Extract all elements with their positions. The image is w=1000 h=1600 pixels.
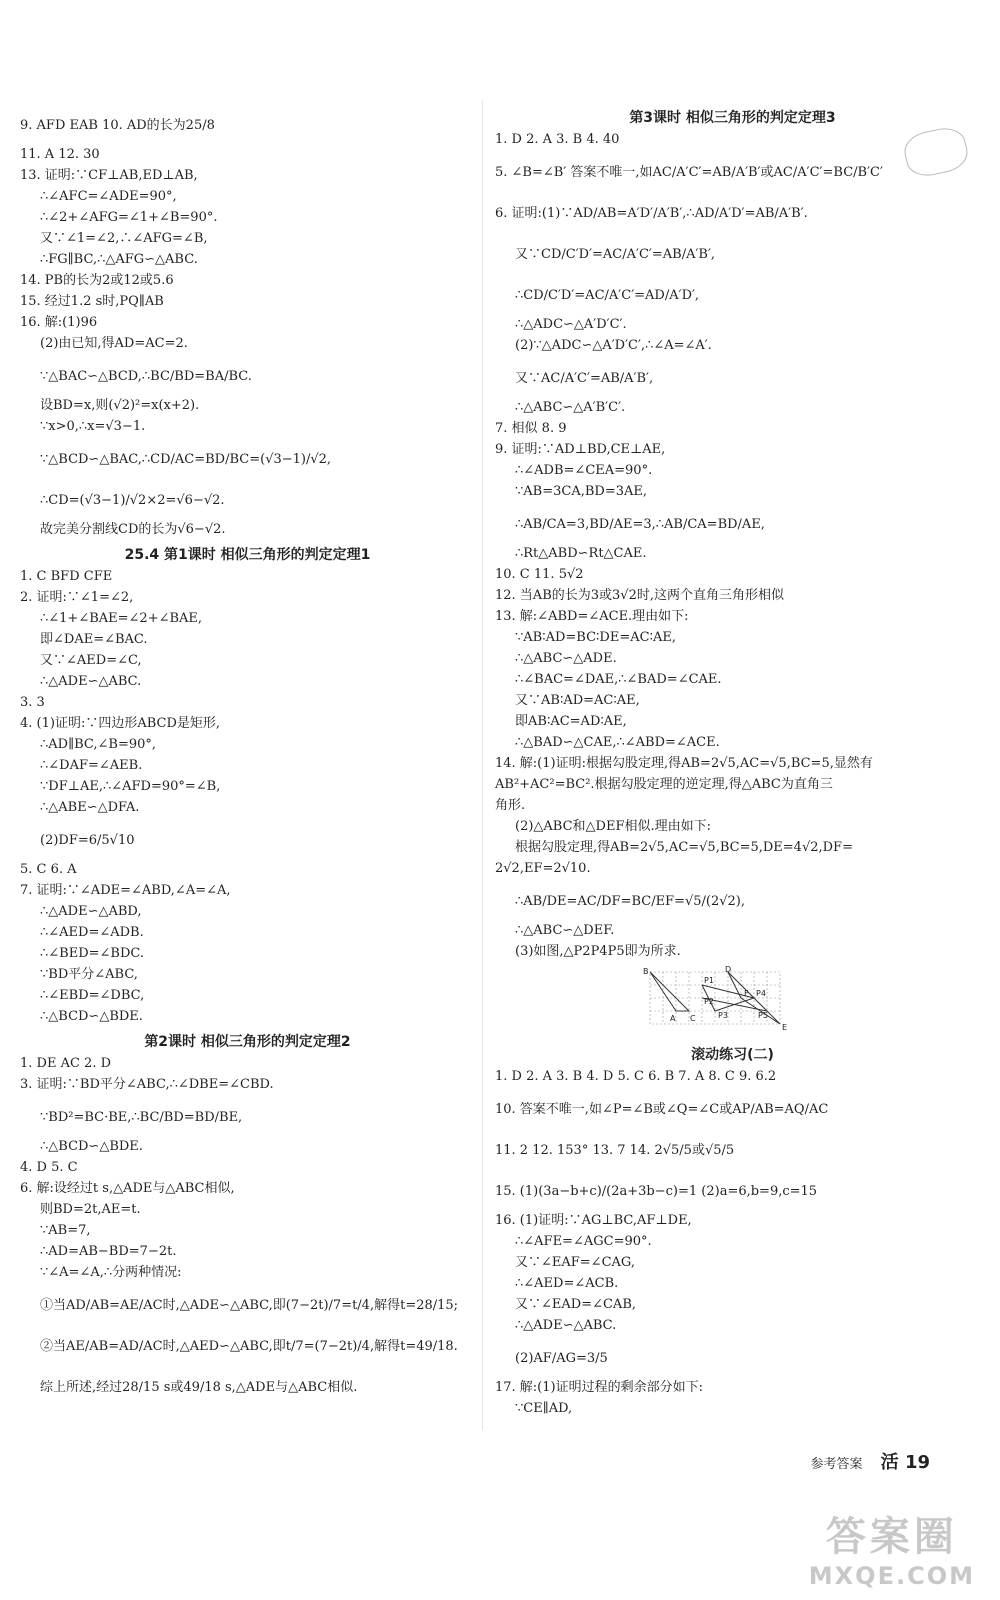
answer-line: 15. (1)(3a−b+c)/(2a+3b−c)=1 (2)a=6,b=9,c=15 bbox=[495, 1184, 818, 1199]
answer-line: 又∵∠AED=∠C, bbox=[40, 653, 142, 668]
answer-line: 4. (1)证明:∵四边形ABCD是矩形, bbox=[20, 716, 221, 731]
answer-line: AB²+AC²=BC².根据勾股定理的逆定理,得△ABC为直角三 bbox=[495, 777, 833, 792]
answer-line: ∴AB/DE=AC/DF=BC/EF=√5/(2√2), bbox=[515, 894, 746, 909]
answer-line: (2)△ABC和△DEF相似.理由如下: bbox=[515, 819, 711, 834]
answer-line: 7. 相似 8. 9 bbox=[495, 421, 567, 436]
figure-label: A bbox=[670, 1014, 676, 1023]
answer-line: 综上所述,经过28/15 s或49/18 s,△ADE与△ABC相似. bbox=[40, 1380, 358, 1395]
figure-label: P1 bbox=[704, 976, 714, 985]
section-heading: 25.4 第1课时 相似三角形的判定定理1 bbox=[124, 547, 371, 563]
answer-line: ∵BD平分∠ABC, bbox=[40, 967, 138, 982]
grid-figure bbox=[640, 966, 790, 1032]
page-footer bbox=[811, 1448, 930, 1474]
answer-line: ∴∠BAC=∠DAE,∴∠BAD=∠CAE. bbox=[515, 672, 722, 687]
watermark bbox=[809, 1505, 975, 1590]
answer-line: ∴CD=(√3−1)/√2×2=√6−√2. bbox=[40, 493, 225, 508]
answer-line: ∴AB/CA=3,BD/AE=3,∴AB/CA=BD/AE, bbox=[515, 517, 765, 532]
answer-line: 则BD=2t,AE=t. bbox=[40, 1202, 141, 1217]
figure-label: F bbox=[744, 989, 749, 998]
answer-line: ∴∠DAF=∠AEB. bbox=[40, 758, 143, 773]
answer-line: ∵△BAC∽△BCD,∴BC/BD=BA/BC. bbox=[40, 369, 252, 384]
answer-line: (2)AF/AG=3/5 bbox=[515, 1351, 608, 1366]
answer-line: 14. PB的长为2或12或5.6 bbox=[20, 273, 174, 288]
answer-line: 17. 解:(1)证明过程的剩余部分如下: bbox=[495, 1380, 703, 1395]
answer-line: ②当AE/AB=AD/AC时,△AED∽△ABC,即t/7=(7−2t)/4,解得t=49/18. bbox=[40, 1339, 458, 1354]
answer-line: ∴△BCD∽△BDE. bbox=[40, 1009, 143, 1024]
answer-line: 设BD=x,则(√2)²=x(x+2). bbox=[40, 398, 200, 413]
answer-line: ∵AB=3CA,BD=3AE, bbox=[515, 484, 647, 499]
answer-line: ∴∠AED=∠ACB. bbox=[515, 1276, 619, 1291]
figure-label: P2 bbox=[704, 997, 714, 1006]
answer-line: ∵△BCD∽△BAC,∴CD/AC=BD/BC=(√3−1)/√2, bbox=[40, 452, 332, 467]
answer-line: ∴AD∥BC,∠B=90°, bbox=[40, 737, 157, 752]
answer-line: ∵AB=7, bbox=[40, 1223, 91, 1238]
answer-line: 4. D 5. C bbox=[20, 1160, 78, 1175]
answer-line: 16. (1)证明:∵AG⊥BC,AF⊥DE, bbox=[495, 1213, 692, 1228]
answer-line: 又∵AC/A′C′=AB/A′B′, bbox=[515, 371, 654, 386]
answer-line: ∴△ADC∽△A′D′C′. bbox=[515, 317, 627, 332]
answer-line: ∴△ADE∽△ABC. bbox=[40, 674, 142, 689]
footer-label: 参考答案 bbox=[810, 1457, 863, 1472]
answer-line: 6. 证明:(1)∵AD/AB=A′D′/A′B′,∴AD/A′D′=AB/A′B′. bbox=[495, 206, 808, 221]
answer-line: ∵BD²=BC·BE,∴BC/BD=BD/BE, bbox=[40, 1110, 243, 1125]
answer-line: 15. 经过1.2 s时,PQ∥AB bbox=[20, 294, 164, 309]
answer-line: 9. 证明:∵AD⊥BD,CE⊥AE, bbox=[495, 442, 666, 457]
answer-line: ∴FG∥BC,∴△AFG∽△ABC. bbox=[40, 252, 198, 267]
figure-label: P5 bbox=[758, 1011, 768, 1020]
answer-line: ∴∠AFC=∠ADE=90°, bbox=[40, 189, 177, 204]
answer-line: (2)由已知,得AD=AC=2. bbox=[40, 336, 188, 351]
answer-line: ∴Rt△ABD∽Rt△CAE. bbox=[515, 546, 647, 561]
answer-line: ①当AD/AB=AE/AC时,△ADE∽△ABC,即(7−2t)/7=t/4,解得t=28/15; bbox=[40, 1298, 459, 1313]
answer-line: ∴AD=AB−BD=7−2t. bbox=[40, 1244, 177, 1259]
answer-line: 2. 证明:∵∠1=∠2, bbox=[20, 590, 134, 605]
answer-line: 2√2,EF=2√10. bbox=[495, 861, 591, 876]
column-divider bbox=[482, 100, 483, 1430]
answer-line: 1. C BFD CFE bbox=[20, 569, 113, 584]
answer-line: 11. A 12. 30 bbox=[20, 147, 100, 162]
answer-line: 又∵CD/C′D′=AC/A′C′=AB/A′B′, bbox=[515, 247, 716, 262]
answer-line: ∴△ABC∽△A′B′C′. bbox=[515, 400, 626, 415]
answer-line: 13. 解:∠ABD=∠ACE.理由如下: bbox=[495, 609, 689, 624]
answer-line: ∵x>0,∴x=√3−1. bbox=[40, 419, 146, 434]
answer-line: 13. 证明:∵CF⊥AB,ED⊥AB, bbox=[20, 168, 198, 183]
watermark-url: MXQE.COM bbox=[808, 1562, 975, 1590]
answer-line: ∴∠EBD=∠DBC, bbox=[40, 988, 145, 1003]
answer-line: 3. 证明:∵BD平分∠ABC,∴∠DBE=∠CBD. bbox=[20, 1077, 274, 1092]
answer-line: 又∵AB∶AD=AC∶AE, bbox=[515, 693, 640, 708]
answer-line: ∴△ABC∽△ADE. bbox=[515, 651, 617, 666]
answer-line: ∴∠2+∠AFG=∠1+∠B=90°. bbox=[40, 210, 218, 225]
figure-label: E bbox=[782, 1023, 788, 1032]
answer-line: ∴△ADE∽△ABD, bbox=[40, 904, 142, 919]
answer-line: ∴△ABE∽△DFA. bbox=[40, 800, 140, 815]
figure-label: P3 bbox=[718, 1011, 728, 1020]
answer-line: ∵CE∥AD, bbox=[515, 1401, 573, 1416]
answer-line: 角形. bbox=[495, 798, 526, 813]
answer-line: 5. ∠B=∠B′ 答案不唯一,如AC/A′C′=AB/A′B′或AC/A′C′=BC/B′C′ bbox=[495, 165, 883, 180]
answer-line: 又∵∠1=∠2,∴∠AFG=∠B, bbox=[40, 231, 208, 246]
answer-line: ∵DF⊥AE,∴∠AFD=90°=∠B, bbox=[40, 779, 221, 794]
watermark-title: 答案圈 bbox=[825, 1514, 958, 1560]
left-column bbox=[20, 105, 475, 1408]
answer-line: (2)∵△ADC∽△A′D′C′,∴∠A=∠A′. bbox=[515, 338, 712, 353]
section-heading: 第3课时 相似三角形的判定定理3 bbox=[629, 110, 836, 126]
answer-line: ∴∠AED=∠ADB. bbox=[40, 925, 144, 940]
figure-label: P4 bbox=[756, 989, 766, 998]
answer-line: ∴∠AFE=∠AGC=90°. bbox=[515, 1234, 652, 1249]
answer-line: 又∵∠EAF=∠CAG, bbox=[515, 1255, 635, 1270]
answer-line: ∴∠ADB=∠CEA=90°. bbox=[515, 463, 653, 478]
answer-line: 12. 当AB的长为3或3√2时,这两个直角三角形相似 bbox=[495, 588, 784, 603]
figure-label: B bbox=[643, 967, 649, 976]
answer-line: 1. DE AC 2. D bbox=[20, 1056, 112, 1071]
answer-line: 1. D 2. A 3. B 4. 40 bbox=[495, 132, 620, 147]
answer-line: 7. 证明:∵∠ADE=∠ABD,∠A=∠A, bbox=[20, 883, 231, 898]
answer-line: (3)如图,△P2P4P5即为所求. bbox=[515, 944, 681, 959]
answer-line: 9. AFD EAB 10. AD的长为25/8 bbox=[20, 118, 215, 133]
answer-line: 1. D 2. A 3. B 4. D 5. C 6. B 7. A 8. C 9. 6.2 bbox=[495, 1069, 777, 1084]
answer-line: ∵AB∶AD=BC∶DE=AC∶AE, bbox=[515, 630, 676, 645]
answer-line: ∴CD/C′D′=AC/A′C′=AD/A′D′, bbox=[515, 288, 700, 303]
answer-line: ∴△BAD∽△CAE,∴∠ABD=∠ACE. bbox=[515, 735, 720, 750]
answer-line: ∴∠1+∠BAE=∠2+∠BAE, bbox=[40, 611, 203, 626]
section-heading: 滚动练习(二) bbox=[691, 1047, 774, 1063]
answer-line: 6. 解:设经过t s,△ADE与△ABC相似, bbox=[20, 1181, 235, 1196]
answer-line: ∴△ABC∽△DEF. bbox=[515, 923, 615, 938]
page-number: 活 19 bbox=[880, 1452, 930, 1473]
answer-line: 即AB∶AC=AD∶AE, bbox=[515, 714, 627, 729]
answer-line: 根据勾股定理,得AB=2√5,AC=√5,BC=5,DE=4√2,DF= bbox=[515, 840, 853, 855]
answer-line: 又∵∠EAD=∠CAB, bbox=[515, 1297, 636, 1312]
answer-line: 11. 2 12. 153° 13. 7 14. 2√5/5或√5/5 bbox=[495, 1143, 735, 1158]
figure-label: D bbox=[725, 966, 732, 974]
answer-line: (2)DF=6/5√10 bbox=[40, 833, 135, 848]
answer-line: ∴△BCD∽△BDE. bbox=[40, 1139, 143, 1154]
answer-line: 故完美分割线CD的长为√6−√2. bbox=[40, 522, 226, 537]
answer-line: 16. 解:(1)96 bbox=[20, 315, 98, 330]
answer-line: ∴∠BED=∠BDC. bbox=[40, 946, 145, 961]
answer-line: 10. 答案不唯一,如∠P=∠B或∠Q=∠C或AP/AB=AQ/AC bbox=[495, 1102, 829, 1117]
figure-label: C bbox=[690, 1014, 696, 1023]
answer-line: 3. 3 bbox=[20, 695, 45, 710]
right-column bbox=[495, 105, 970, 1421]
answer-line: ∴△ADE∽△ABC. bbox=[515, 1318, 617, 1333]
answer-line: 5. C 6. A bbox=[20, 862, 77, 877]
answer-line: ∵∠A=∠A,∴分两种情况: bbox=[40, 1265, 182, 1280]
answer-line: 14. 解:(1)证明:根据勾股定理,得AB=2√5,AC=√5,BC=5,显然有 bbox=[495, 756, 873, 771]
answer-line: 即∠DAE=∠BAC. bbox=[40, 632, 148, 647]
section-heading: 第2课时 相似三角形的判定定理2 bbox=[144, 1034, 351, 1050]
answer-line: 10. C 11. 5√2 bbox=[495, 567, 584, 582]
